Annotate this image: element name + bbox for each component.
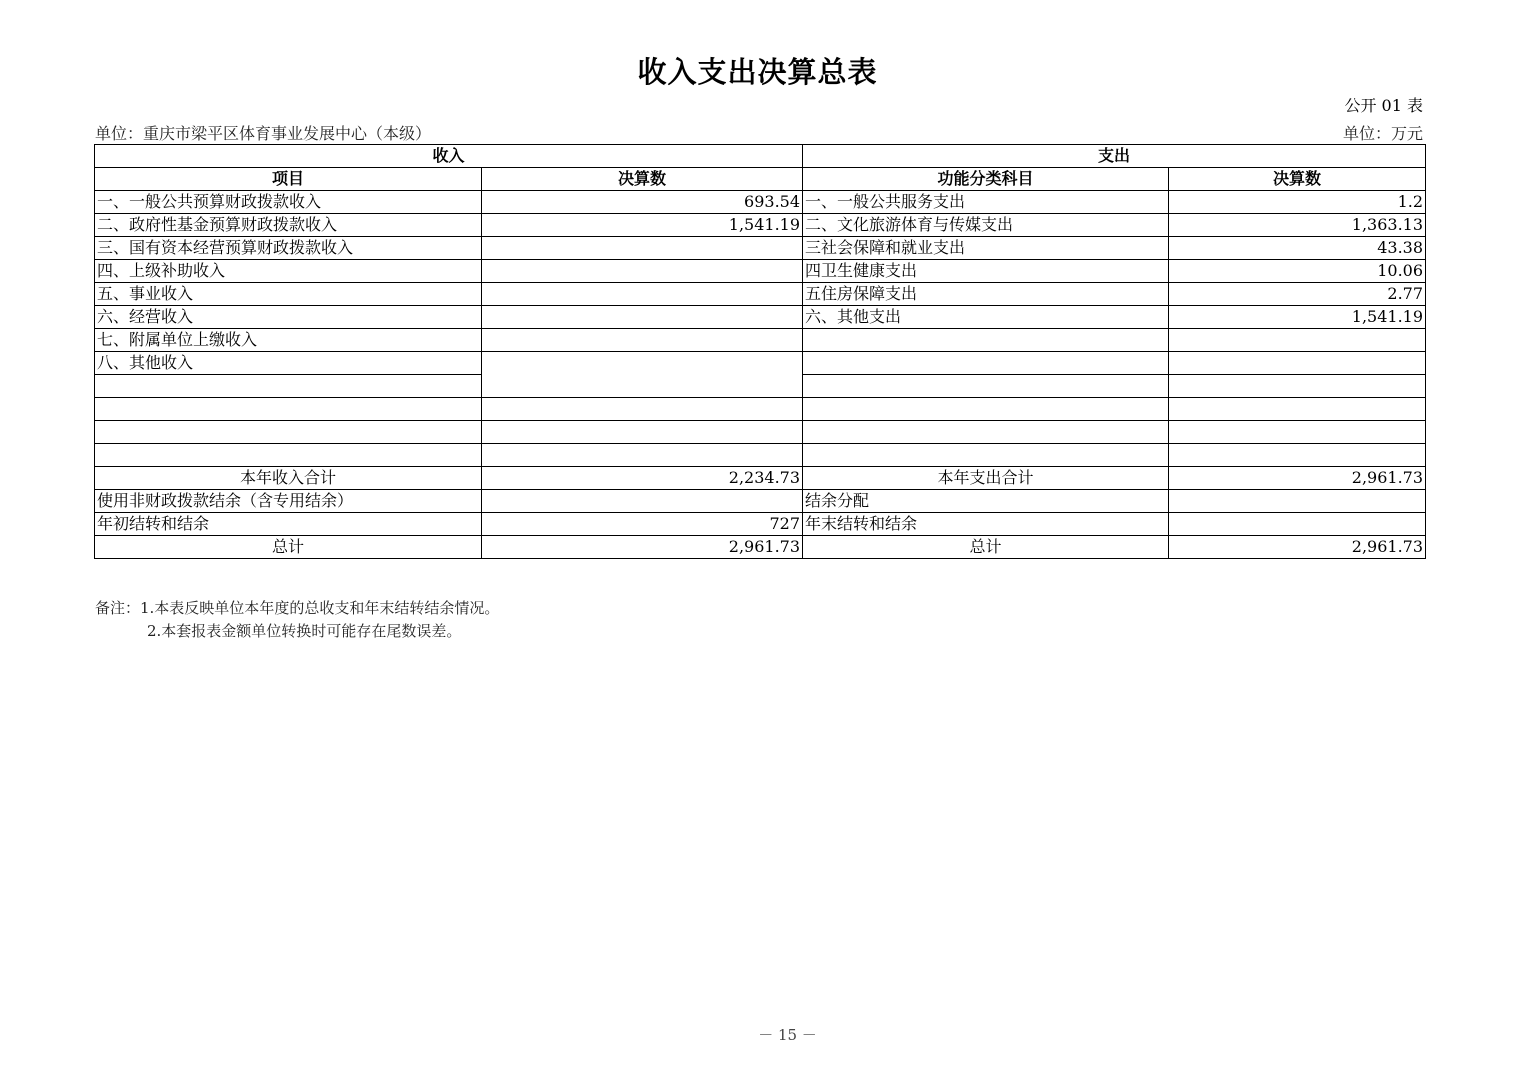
table-row [95, 306, 1426, 329]
page-title: 收入支出决算总表 [637, 55, 878, 89]
expense-item-label: 二、文化旅游体育与传媒支出 [803, 214, 1169, 237]
income-item-label: 二、政府性基金预算财政拨款收入 [95, 214, 482, 237]
table-row [95, 352, 1426, 375]
expense-item-value: 10.06 [1169, 260, 1426, 283]
income-item-value [482, 398, 803, 421]
year-expense-total-value: 2,961.73 [1169, 467, 1426, 490]
grand-total-expense-label: 总计 [803, 536, 1169, 559]
income-item-value [482, 306, 803, 329]
expense-item-value: 1,541.19 [1169, 306, 1426, 329]
non-fiscal-row [95, 490, 1426, 513]
table-row [95, 214, 1426, 237]
income-item-label [95, 444, 482, 467]
expense-item-value [1169, 375, 1426, 398]
ending-balance-label: 年末结转和结余 [803, 513, 1169, 536]
income-item-label: 三、国有资本经营预算财政拨款收入 [95, 237, 482, 260]
expense-amount-header: 决算数 [1169, 168, 1426, 191]
expense-item-label [803, 421, 1169, 444]
non-fiscal-balance-label: 使用非财政拨款结余（含专用结余） [95, 490, 482, 513]
beginning-balance-label: 年初结转和结余 [95, 513, 482, 536]
income-item-value [482, 444, 803, 467]
expense-item-label: 三社会保障和就业支出 [803, 237, 1169, 260]
balance-row [95, 513, 1426, 536]
income-item-label: 七、附属单位上缴收入 [95, 329, 482, 352]
grand-total-row [95, 536, 1426, 559]
income-item-label: 八、其他收入 [95, 352, 482, 375]
page-number: － 15 － [758, 1026, 817, 1044]
expense-item-label [803, 398, 1169, 421]
income-item-label [95, 421, 482, 444]
table-row [95, 329, 1426, 352]
income-item-value [482, 283, 803, 306]
expense-item-value: 43.38 [1169, 237, 1426, 260]
footnotes [95, 597, 499, 643]
beginning-balance-value: 727 [482, 513, 803, 536]
income-item-label [95, 375, 482, 398]
grand-total-income-label: 总计 [95, 536, 482, 559]
income-expense-table [94, 144, 1426, 559]
year-total-row [95, 467, 1426, 490]
grand-total-income-value: 2,961.73 [482, 536, 803, 559]
expense-item-value [1169, 444, 1426, 467]
form-number: 公开 01 表 [1344, 96, 1423, 115]
income-item-value [482, 237, 803, 260]
expense-item-value: 1.2 [1169, 191, 1426, 214]
expense-item-value [1169, 352, 1426, 375]
column-header-row [95, 168, 1426, 191]
surplus-distribution-value [1169, 490, 1426, 513]
expense-item-value: 1,363.13 [1169, 214, 1426, 237]
income-item-value [482, 260, 803, 283]
income-item-value [482, 329, 803, 352]
table-row [95, 421, 1426, 444]
function-class-header: 功能分类科目 [803, 168, 1169, 191]
expense-item-label [803, 329, 1169, 352]
footnote-2: 2.本套报表金额单位转换时可能存在尾数误差。 [147, 622, 462, 640]
footnote-1: 备注：1.本表反映单位本年度的总收支和年末结转结余情况。 [95, 599, 500, 617]
expense-item-label: 六、其他支出 [803, 306, 1169, 329]
money-unit: 单位：万元 [1342, 124, 1423, 143]
grand-total-expense-value: 2,961.73 [1169, 536, 1426, 559]
income-item-label: 四、上级补助收入 [95, 260, 482, 283]
expense-item-value: 2.77 [1169, 283, 1426, 306]
income-item-label: 五、事业收入 [95, 283, 482, 306]
year-expense-total-label: 本年支出合计 [803, 467, 1169, 490]
expense-item-value [1169, 329, 1426, 352]
expense-item-value [1169, 398, 1426, 421]
year-income-total-value: 2,234.73 [482, 467, 803, 490]
income-item-value: 693.54 [482, 191, 803, 214]
table-row [95, 237, 1426, 260]
expense-item-label: 一、一般公共服务支出 [803, 191, 1169, 214]
non-fiscal-balance-value [482, 490, 803, 513]
expense-item-label [803, 375, 1169, 398]
table-row [95, 283, 1426, 306]
income-item-value [482, 421, 803, 444]
table-row [95, 398, 1426, 421]
item-column-header: 项目 [95, 168, 482, 191]
income-item-label: 六、经营收入 [95, 306, 482, 329]
income-section-header: 收入 [95, 145, 803, 168]
income-item-value: 1,541.19 [482, 214, 803, 237]
table-row [95, 444, 1426, 467]
year-income-total-label: 本年收入合计 [95, 467, 482, 490]
expense-item-label: 四卫生健康支出 [803, 260, 1169, 283]
expense-item-label [803, 352, 1169, 375]
section-header-row [95, 145, 1426, 168]
income-amount-header: 决算数 [482, 168, 803, 191]
income-item-label: 一、一般公共预算财政拨款收入 [95, 191, 482, 214]
table-row [95, 191, 1426, 214]
income-item-value [482, 352, 803, 398]
expense-section-header: 支出 [803, 145, 1426, 168]
ending-balance-value [1169, 513, 1426, 536]
surplus-distribution-label: 结余分配 [803, 490, 1169, 513]
income-item-label [95, 398, 482, 421]
expense-item-label [803, 444, 1169, 467]
organization-unit: 单位：重庆市梁平区体育事业发展中心（本级） [95, 124, 432, 143]
table-row [95, 260, 1426, 283]
expense-item-label: 五住房保障支出 [803, 283, 1169, 306]
expense-item-value [1169, 421, 1426, 444]
